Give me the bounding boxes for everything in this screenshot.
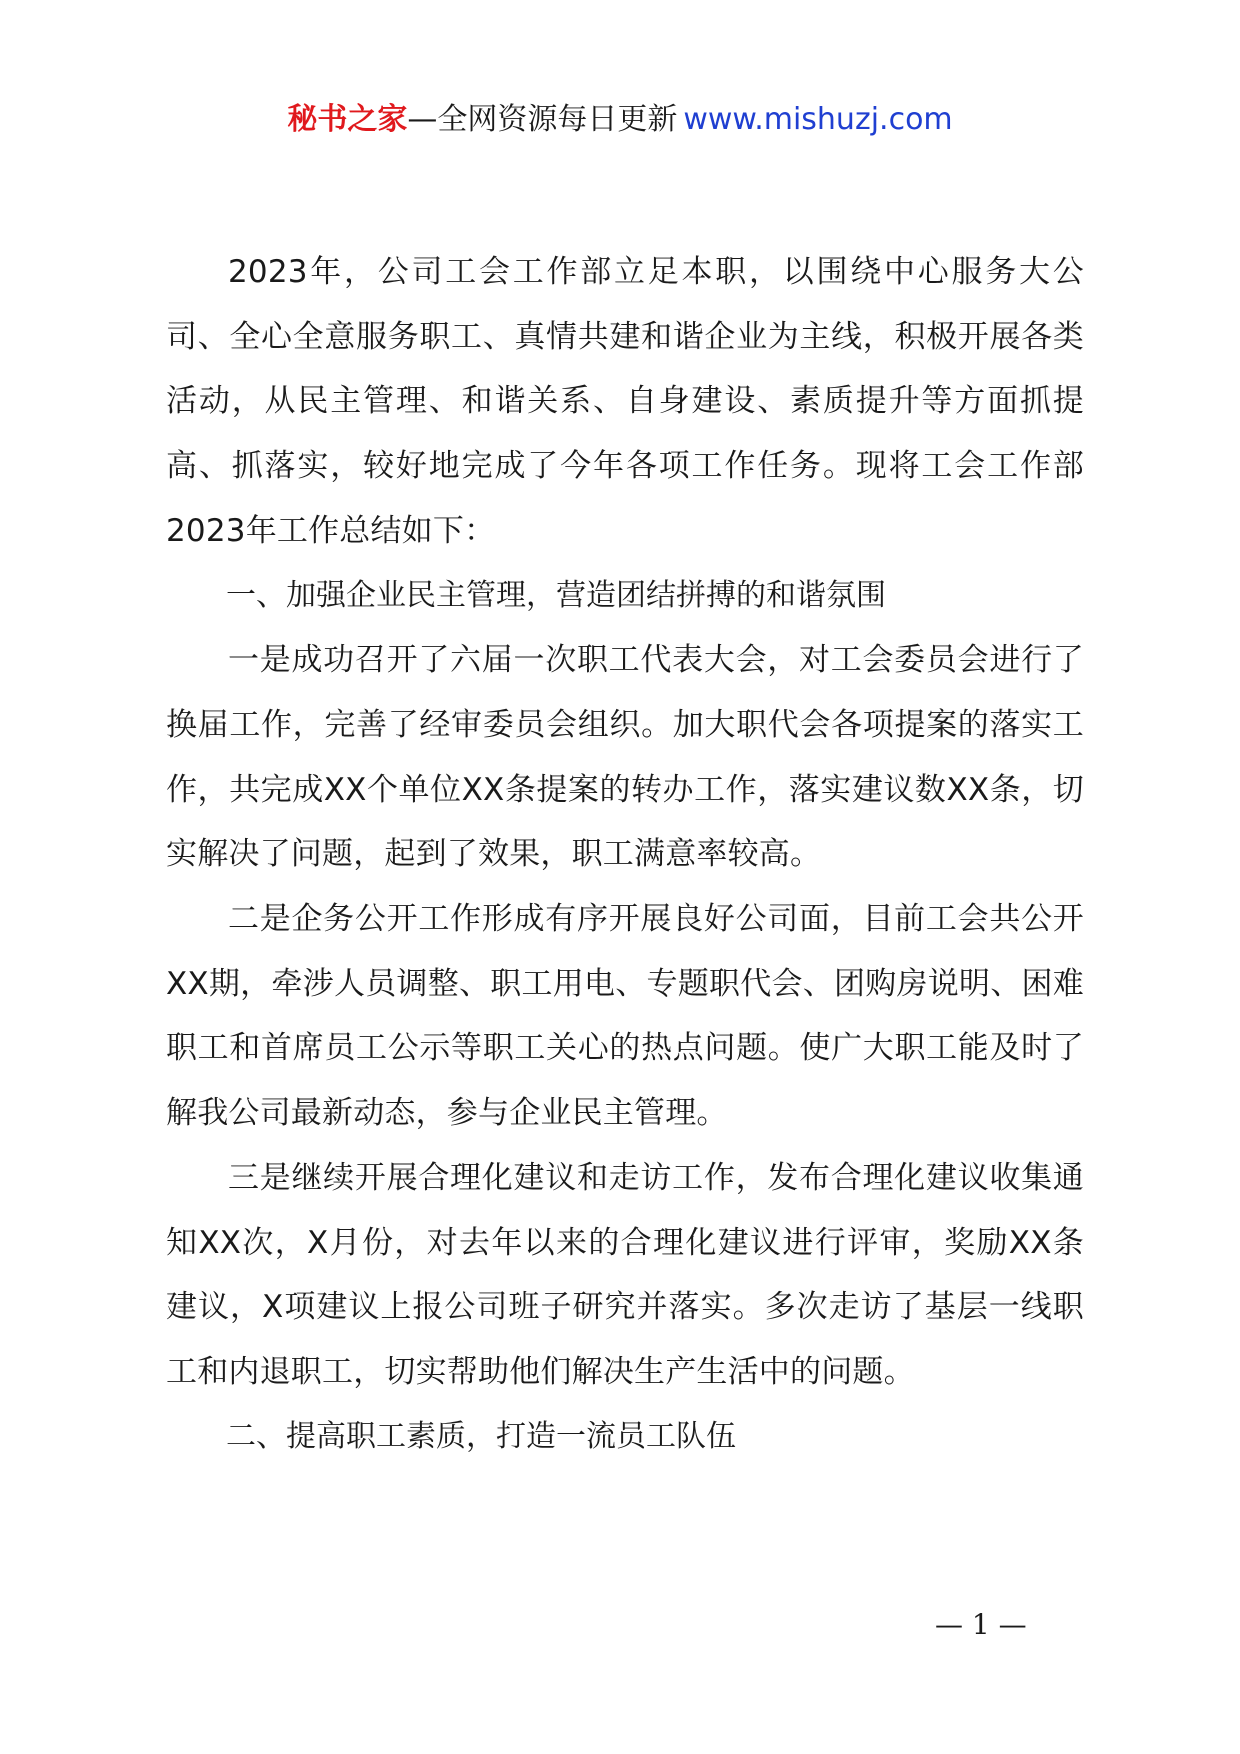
section1-paragraph-1: 一是成功召开了六届一次职工代表大会，对工会委员会进行了换届工作，完善了经审委员会组织。加大职代会各项提案的落实工作，共完成XX个单位XX条提案的转办工作，落实建议数XX条，切实解决了问题，起到了效果，职工满意率较高。: [166, 642, 1084, 873]
section-heading-2: 二、提高职工素质，打造一流员工队伍: [226, 1418, 736, 1454]
intro-paragraph: 2023年，公司工会工作部立足本职，以围绕中心服务大公司、全心全意服务职工、真情共建和谐企业为主线，积极开展各类活动，从民主管理、和谐关系、自身建设、素质提升等方面抓提高、抓落实，较好地完成了今年各项工作任务。现将工会工作部2023年工作总结如下：: [166, 254, 1084, 549]
site-url[interactable]: www.mishuzj.com: [683, 102, 953, 137]
section-heading-1: 一、加强企业民主管理，营造团结拼搏的和谐氛围: [226, 577, 886, 613]
page-number: — 1 —: [935, 1608, 1027, 1641]
site-brand: 秘书之家: [287, 102, 408, 137]
site-header: [0, 98, 1240, 142]
document-body: [166, 240, 1084, 1469]
section1-paragraph-3: 三是继续开展合理化建议和走访工作，发布合理化建议收集通知XX次，X月份，对去年以来的合理化建议进行评审，奖励XX条建议，X项建议上报公司班子研究并落实。多次走访了基层一线职工和内退职工，切实帮助他们解决生产生活中的问题。: [166, 1159, 1084, 1390]
site-tagline: —全网资源每日更新: [407, 102, 678, 137]
section1-paragraph-2: 二是企务公开工作形成有序开展良好公司面，目前工会共公开XX期，牵涉人员调整、职工用电、专题职代会、团购房说明、困难职工和首席员工公示等职工关心的热点问题。使广大职工能及时了解我公司最新动态，参与企业民主管理。: [166, 901, 1084, 1132]
